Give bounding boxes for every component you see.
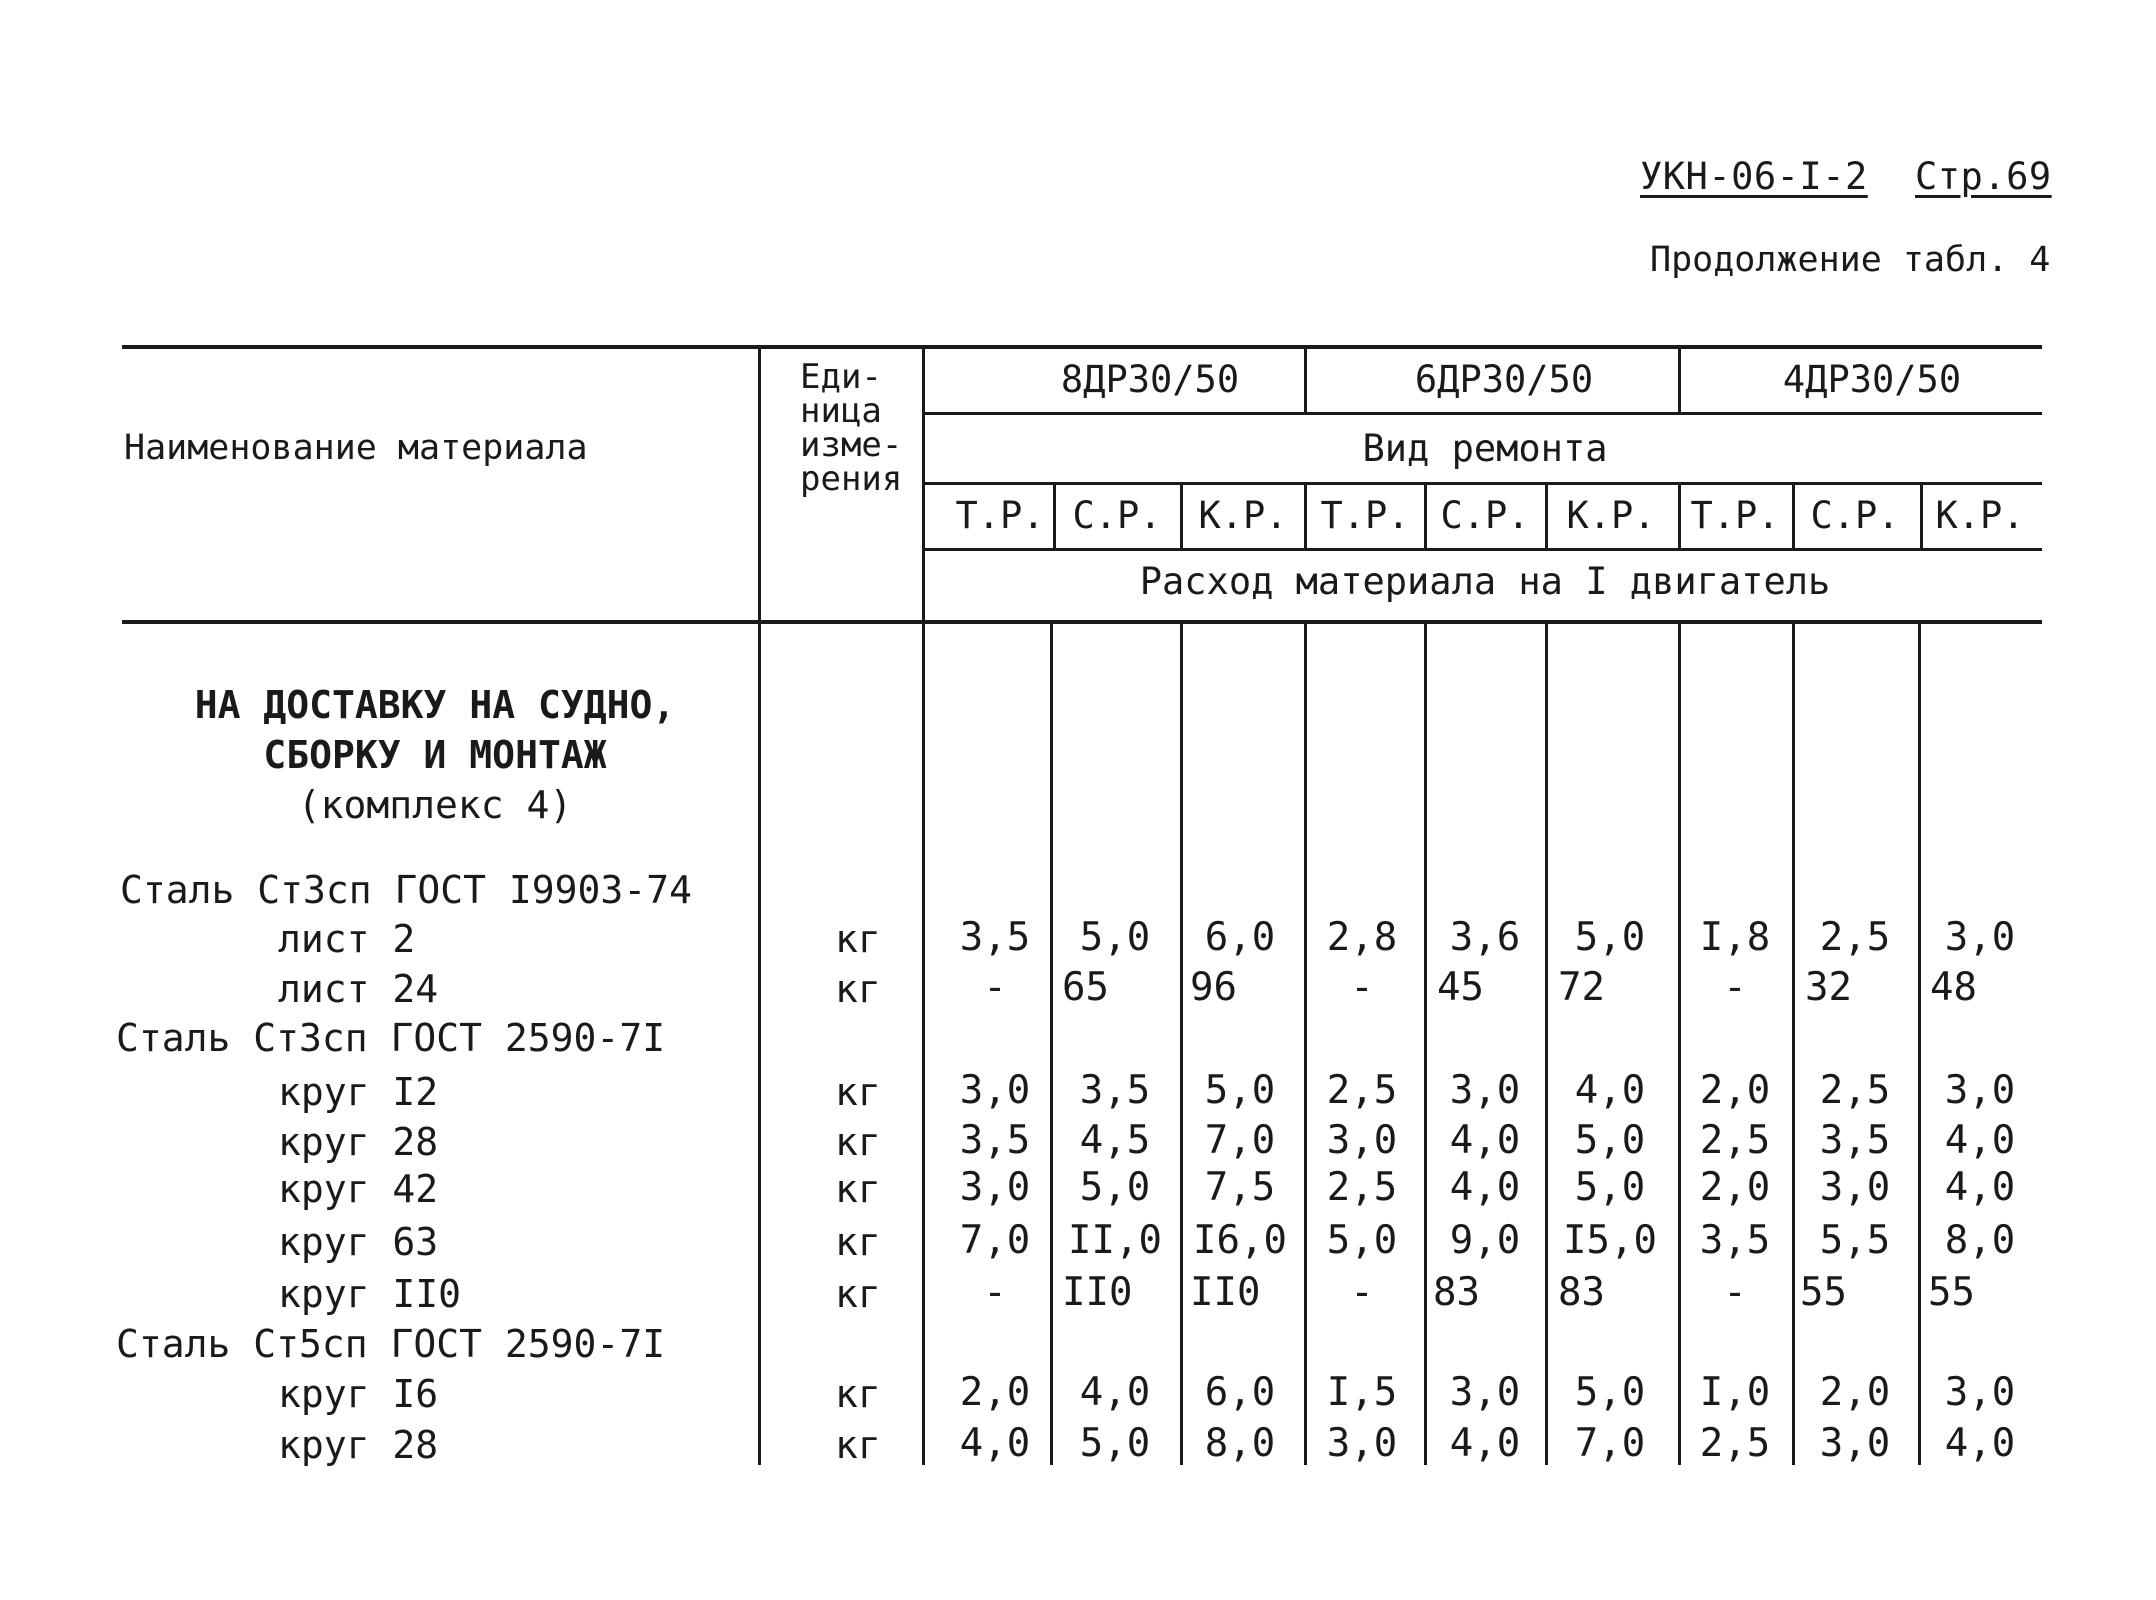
body-divider-6 xyxy=(1678,622,1681,1465)
value-cell: 5,0 xyxy=(1204,1068,1276,1113)
value-cell: 5,5 xyxy=(1819,1218,1891,1263)
value-cell: 3,0 xyxy=(1326,1118,1398,1163)
table-continuation-note: Продолжение табл. 4 xyxy=(1650,240,2051,280)
kind-divider-5 xyxy=(1545,482,1548,550)
repair-kind-header: Т.Р. xyxy=(955,494,1045,537)
repair-kind-header: К.Р. xyxy=(1935,494,2025,537)
material-heading: Сталь Ст3сп ГОСТ 2590-7I xyxy=(116,1016,666,1060)
value-cell: 83 xyxy=(1558,1270,1605,1315)
value-cell: 7,0 xyxy=(959,1218,1031,1263)
value-cell: 6,0 xyxy=(1204,915,1276,960)
value-cell: 3,0 xyxy=(959,1165,1031,1210)
value-cell: 7,0 xyxy=(1574,1421,1646,1466)
value-cell: 72 xyxy=(1558,965,1605,1010)
value-cell: 2,0 xyxy=(959,1370,1031,1415)
value-cell: 96 xyxy=(1190,965,1237,1010)
engine-divider-1 xyxy=(1304,345,1307,412)
repair-kind-rule xyxy=(925,548,2042,551)
value-cell: 5,0 xyxy=(1574,1118,1646,1163)
value-cell: 2,0 xyxy=(1819,1370,1891,1415)
value-cell: 2,5 xyxy=(1326,1165,1398,1210)
unit-cell: кг xyxy=(835,1423,881,1467)
value-cell: 4,0 xyxy=(1574,1068,1646,1113)
value-cell: 5,0 xyxy=(1079,1165,1151,1210)
value-cell: 3,0 xyxy=(1944,915,2016,960)
value-cell: 3,5 xyxy=(1819,1118,1891,1163)
engine-header-8dr: 8ДР30/50 xyxy=(1060,358,1240,401)
value-cell: II0 xyxy=(1190,1270,1261,1315)
value-cell: - xyxy=(1723,1270,1747,1315)
value-cell: 5,0 xyxy=(1574,1370,1646,1415)
value-cell: 2,5 xyxy=(1819,1068,1891,1113)
kind-divider-3 xyxy=(1304,482,1307,550)
value-cell: 45 xyxy=(1437,965,1484,1010)
value-cell: 3,0 xyxy=(1944,1068,2016,1113)
value-cell: I6,0 xyxy=(1193,1218,1287,1263)
document-code: УКН-06-I-2 xyxy=(1640,155,1868,198)
body-divider-1 xyxy=(1050,622,1053,1465)
repair-kind-header: К.Р. xyxy=(1566,494,1656,537)
body-divider-5 xyxy=(1545,622,1548,1465)
repair-kind-header: С.Р. xyxy=(1440,494,1530,537)
column-rule-material xyxy=(758,345,761,1465)
value-cell: 4,0 xyxy=(1079,1370,1151,1415)
engine-header-6dr: 6ДР30/50 xyxy=(1414,358,1594,401)
value-cell: 3,0 xyxy=(959,1068,1031,1113)
material-item-name: круг 42 xyxy=(278,1167,439,1211)
value-cell: - xyxy=(1723,965,1747,1010)
value-cell: 9,0 xyxy=(1449,1218,1521,1263)
material-heading: Сталь Ст5сп ГОСТ 2590-7I xyxy=(116,1322,666,1366)
body-divider-8 xyxy=(1918,622,1921,1465)
kind-divider-4 xyxy=(1424,482,1427,550)
unit-cell: кг xyxy=(835,1120,881,1164)
material-item-name: круг 63 xyxy=(278,1220,439,1264)
value-cell: I,5 xyxy=(1326,1370,1398,1415)
engine-divider-2 xyxy=(1678,345,1681,412)
unit-cell: кг xyxy=(835,1167,881,1211)
value-cell: - xyxy=(1350,1270,1374,1315)
value-cell: 65 xyxy=(1062,965,1109,1010)
value-cell: 3,5 xyxy=(959,915,1031,960)
value-cell: 5,0 xyxy=(1574,1165,1646,1210)
material-item-name: круг 28 xyxy=(278,1120,439,1164)
value-cell: 48 xyxy=(1930,965,1977,1010)
unit-cell: кг xyxy=(835,967,881,1011)
value-cell: 83 xyxy=(1433,1270,1480,1315)
repair-type-header: Вид ремонта xyxy=(1362,427,1608,470)
value-cell: 3,0 xyxy=(1819,1165,1891,1210)
page-number: Стр.69 xyxy=(1915,155,2052,198)
value-cell: I,0 xyxy=(1699,1370,1771,1415)
value-cell: 3,0 xyxy=(1449,1370,1521,1415)
kind-divider-7 xyxy=(1792,482,1795,550)
material-name-header: Наименование материала xyxy=(124,428,588,468)
unit-cell: кг xyxy=(835,1220,881,1264)
value-cell: 6,0 xyxy=(1204,1370,1276,1415)
value-cell: 8,0 xyxy=(1944,1218,2016,1263)
value-cell: - xyxy=(983,965,1007,1010)
value-cell: 5,0 xyxy=(1079,1421,1151,1466)
value-cell: 3,5 xyxy=(959,1118,1031,1163)
value-cell: I,8 xyxy=(1699,915,1771,960)
value-cell: 3,5 xyxy=(1079,1068,1151,1113)
value-cell: 2,5 xyxy=(1699,1118,1771,1163)
material-item-name: лист 2 xyxy=(278,917,416,961)
value-cell: 5,0 xyxy=(1326,1218,1398,1263)
value-cell: 3,0 xyxy=(1819,1421,1891,1466)
value-cell: 3,0 xyxy=(1944,1370,2016,1415)
value-cell: 2,5 xyxy=(1326,1068,1398,1113)
repair-kind-header: Т.Р. xyxy=(1320,494,1410,537)
value-cell: II0 xyxy=(1062,1270,1133,1315)
value-cell: 5,0 xyxy=(1079,915,1151,960)
value-cell: 32 xyxy=(1805,965,1852,1010)
value-cell: 2,5 xyxy=(1819,915,1891,960)
value-cell: 4,5 xyxy=(1079,1118,1151,1163)
value-cell: 2,5 xyxy=(1699,1421,1771,1466)
header-bottom-rule xyxy=(122,620,2042,624)
material-item-name: круг 28 xyxy=(278,1423,439,1467)
kind-divider-1 xyxy=(1053,482,1056,550)
material-heading: Сталь Ст3сп ГОСТ I9903-74 xyxy=(120,868,692,912)
value-cell: 7,0 xyxy=(1204,1118,1276,1163)
body-divider-2 xyxy=(1180,622,1183,1465)
value-cell: 3,6 xyxy=(1449,915,1521,960)
value-cell: 3,0 xyxy=(1326,1421,1398,1466)
body-divider-4 xyxy=(1424,622,1427,1465)
repair-kind-header: С.Р. xyxy=(1810,494,1900,537)
value-cell: - xyxy=(983,1270,1007,1315)
value-cell: II,0 xyxy=(1068,1218,1162,1263)
value-cell: 4,0 xyxy=(1449,1165,1521,1210)
unit-cell: кг xyxy=(835,917,881,961)
value-cell: 3,0 xyxy=(1449,1068,1521,1113)
unit-header: Еди- ница изме- рения xyxy=(800,357,903,499)
consumption-header: Расход материала на I двигатель xyxy=(1139,560,1831,603)
material-item-name: лист 24 xyxy=(278,967,439,1011)
repair-kind-header: Т.Р. xyxy=(1690,494,1780,537)
value-cell: I5,0 xyxy=(1563,1218,1657,1263)
value-cell: 55 xyxy=(1800,1270,1847,1315)
value-cell: 4,0 xyxy=(1944,1118,2016,1163)
value-cell: 55 xyxy=(1928,1270,1975,1315)
repair-type-rule xyxy=(925,482,2042,485)
unit-cell: кг xyxy=(835,1372,881,1416)
kind-divider-2 xyxy=(1180,482,1183,550)
body-divider-7 xyxy=(1792,622,1795,1465)
table-top-rule xyxy=(122,345,2042,349)
material-item-name: круг II0 xyxy=(278,1272,462,1316)
value-cell: 4,0 xyxy=(1449,1118,1521,1163)
group-title: НА ДОСТАВКУ НА СУДНО, СБОРКУ И МОНТАЖ (комплекс 4) xyxy=(194,683,676,827)
value-cell: 2,0 xyxy=(1699,1165,1771,1210)
value-cell: 2,0 xyxy=(1699,1068,1771,1113)
value-cell: 8,0 xyxy=(1204,1421,1276,1466)
repair-kind-header: С.Р. xyxy=(1072,494,1162,537)
kind-divider-8 xyxy=(1920,482,1923,550)
unit-cell: кг xyxy=(835,1272,881,1316)
kind-divider-6 xyxy=(1678,482,1681,550)
column-rule-unit xyxy=(922,345,925,1465)
value-cell: 4,0 xyxy=(1944,1421,2016,1466)
material-item-name: круг I2 xyxy=(278,1070,439,1114)
repair-kind-header: К.Р. xyxy=(1198,494,1288,537)
value-cell: 3,5 xyxy=(1699,1218,1771,1263)
value-cell: - xyxy=(1350,965,1374,1010)
engine-header-4dr: 4ДР30/50 xyxy=(1782,358,1962,401)
value-cell: 2,8 xyxy=(1326,915,1398,960)
unit-cell: кг xyxy=(835,1070,881,1114)
value-cell: 4,0 xyxy=(1449,1421,1521,1466)
value-cell: 4,0 xyxy=(959,1421,1031,1466)
body-divider-3 xyxy=(1304,622,1307,1465)
value-cell: 5,0 xyxy=(1574,915,1646,960)
material-item-name: круг I6 xyxy=(278,1372,439,1416)
value-cell: 7,5 xyxy=(1204,1165,1276,1210)
engine-row-rule xyxy=(925,412,2042,415)
value-cell: 4,0 xyxy=(1944,1165,2016,1210)
